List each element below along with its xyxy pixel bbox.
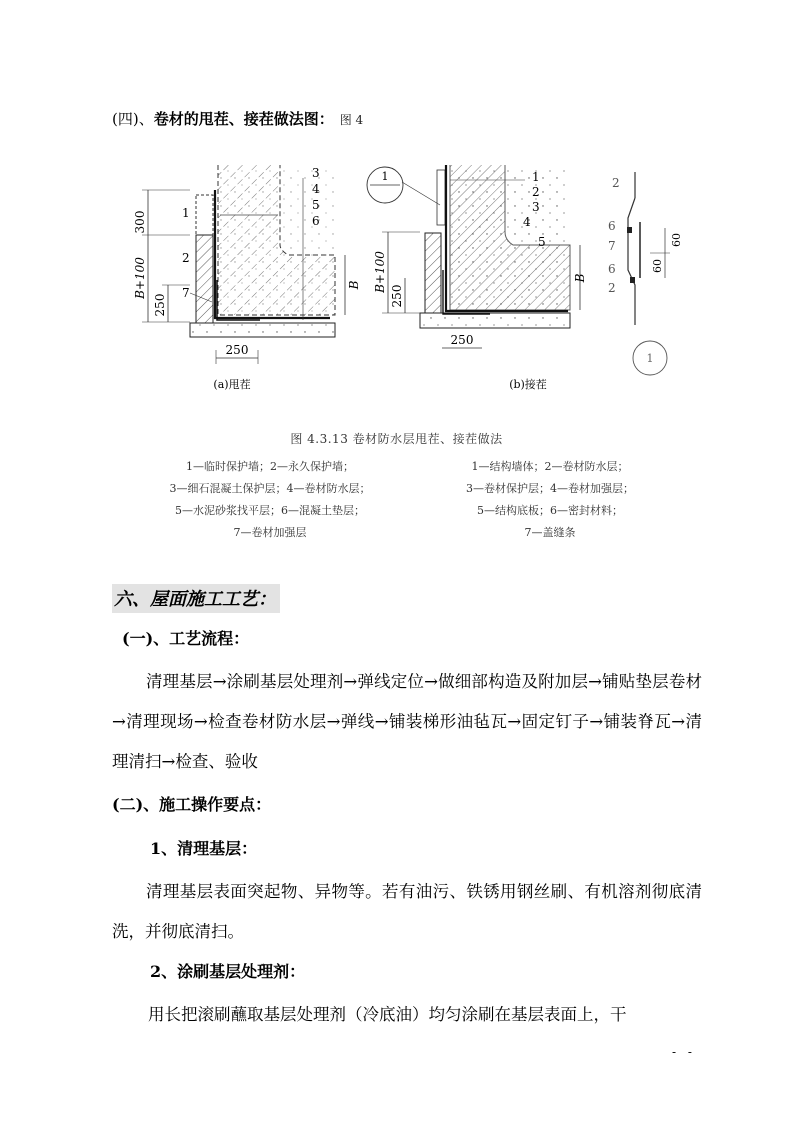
step-2-title: 2、涂刷基层处理剂： xyxy=(150,962,306,981)
step-1-title: 1、清理基层： xyxy=(150,839,258,858)
process-flow-text: 清理基层→涂刷基层处理剂→弹线定位→做细部构造及附加层→铺贴垫层卷材→清理现场→检查卷材防水层→弹线→铺装梯形油毡瓦→固定钉子→铺装脊瓦→清理清扫→检查、验收 xyxy=(112,672,702,771)
svg-text:250: 250 xyxy=(153,293,167,317)
panel-b-drawing xyxy=(367,165,587,391)
legend-line: 7—盖缝条 xyxy=(524,526,576,539)
subheading-process-flow: (一)、工艺流程： xyxy=(122,629,250,648)
svg-text:3: 3 xyxy=(312,166,320,180)
legend-panel-a xyxy=(130,456,410,544)
svg-text:(b)接茬: (b)接茬 xyxy=(509,378,547,391)
svg-text:2: 2 xyxy=(182,251,190,265)
page-marker: - - xyxy=(672,1045,696,1059)
svg-text:6: 6 xyxy=(608,219,616,233)
heading-title: 卷材的甩茬、接茬做法图： xyxy=(153,110,334,128)
svg-text:60: 60 xyxy=(651,259,664,273)
svg-text:(a)甩茬: (a)甩茬 xyxy=(213,378,251,391)
panel-a-drawing xyxy=(133,165,361,391)
legend-line: 1—临时保护墙；2—永久保护墙； xyxy=(186,460,354,473)
svg-text:300: 300 xyxy=(133,210,147,234)
svg-text:3: 3 xyxy=(532,200,540,214)
svg-text:B: B xyxy=(347,280,361,290)
svg-text:4: 4 xyxy=(523,215,531,229)
legend-panel-b xyxy=(410,456,690,544)
svg-text:5: 5 xyxy=(538,235,546,249)
legend-line: 3—细石混凝土保护层；4—卷材防水层； xyxy=(169,482,371,495)
legend-line: 5—结构底板；6—密封材料； xyxy=(477,504,623,517)
step-2-body: 用长把滚刷蘸取基层处理剂（冷底油）均匀涂刷在基层表面上，干 xyxy=(148,1005,627,1024)
svg-text:1: 1 xyxy=(646,352,654,365)
svg-text:2: 2 xyxy=(532,185,540,199)
step-1-body: 清理基层表面突起物、异物等。若有油污、铁锈用钢丝刷、有机溶剂彻底清洗，并彻底清扫。 xyxy=(112,882,702,941)
legend-line: 3—卷材保护层；4—卷材加强层； xyxy=(466,482,634,495)
svg-text:7: 7 xyxy=(608,239,616,253)
svg-text:B: B xyxy=(573,273,587,283)
svg-text:250: 250 xyxy=(225,343,249,357)
legend-line: 5—水泥砂浆找平层；6—混凝土垫层； xyxy=(175,504,365,517)
svg-text:6: 6 xyxy=(312,214,320,228)
svg-text:7: 7 xyxy=(182,286,190,300)
svg-text:2: 2 xyxy=(612,176,620,190)
svg-text:1: 1 xyxy=(381,170,389,183)
subheading-operation-points: (二)、施工操作要点： xyxy=(112,795,272,814)
svg-text:2: 2 xyxy=(608,281,616,295)
svg-text:4: 4 xyxy=(312,182,320,196)
heading-prefix: (四)、 xyxy=(112,110,154,128)
svg-text:B+100: B+100 xyxy=(133,257,147,299)
svg-text:250: 250 xyxy=(450,333,474,347)
svg-text:5: 5 xyxy=(312,198,320,212)
waterproofing-detail-figure xyxy=(120,160,720,420)
svg-text:6: 6 xyxy=(608,262,616,276)
figure-section-heading xyxy=(112,108,363,129)
figure-reference: 图 4 xyxy=(339,113,364,127)
svg-text:1: 1 xyxy=(532,170,540,184)
svg-text:1: 1 xyxy=(182,206,190,220)
svg-text:250: 250 xyxy=(390,284,404,308)
detail-1-drawing xyxy=(608,172,683,375)
legend-line: 7—卷材加强层 xyxy=(233,526,307,539)
legend-line: 1—结构墙体；2—卷材防水层； xyxy=(471,460,629,473)
svg-text:60: 60 xyxy=(670,233,683,247)
figure-caption: 图 4.3.13 卷材防水层甩茬、接茬做法 xyxy=(290,432,503,446)
svg-text:B+100: B+100 xyxy=(373,251,387,293)
section-heading-roofing: 六、屋面施工工艺： xyxy=(112,584,280,613)
